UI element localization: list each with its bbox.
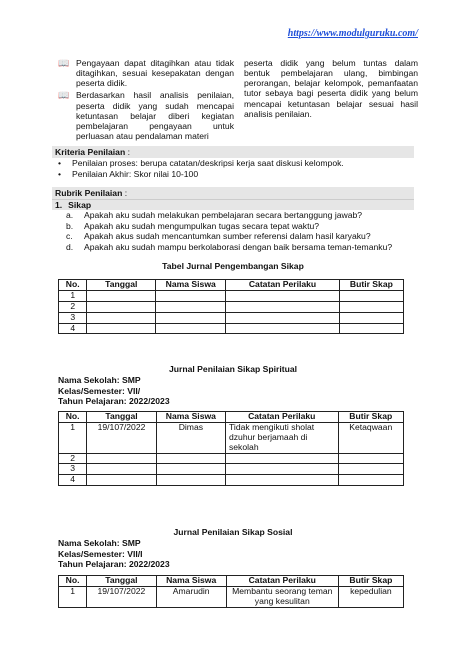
sikap-heading xyxy=(52,199,414,210)
cell: 3 xyxy=(59,464,87,475)
bullet-item xyxy=(58,58,234,88)
cell xyxy=(338,453,404,464)
rubrik-question xyxy=(52,221,414,232)
question-text: Apakah aku sudah mampu berkolaborasi dengan baik bersama teman-temanku? xyxy=(84,242,393,253)
right-column xyxy=(244,58,418,143)
kriteria-title: Kriteria Penilaian xyxy=(55,147,126,157)
rubrik-colon: : xyxy=(122,188,128,198)
cell: Amarudin xyxy=(156,586,226,607)
col-header: Catatan Perilaku xyxy=(226,576,338,587)
table-row xyxy=(59,422,404,453)
book-icon: 📖 xyxy=(58,58,70,68)
col-header: Butir Skap xyxy=(339,280,403,291)
question-letter: c. xyxy=(66,231,73,242)
cell xyxy=(226,301,339,312)
rubrik-question xyxy=(52,210,414,221)
cell: 4 xyxy=(59,323,87,334)
cell: 4 xyxy=(59,475,87,486)
question-text: Apakah akus sudah mencantumkan sumber referensi dalam hasil karyaku? xyxy=(84,231,371,242)
cell: 2 xyxy=(59,453,87,464)
rubrik-question xyxy=(52,231,414,242)
table-header-row xyxy=(59,280,404,291)
col-header: Tanggal xyxy=(87,412,157,423)
kriteria-item-text: Penilaian Akhir: Skor nilai 10-100 xyxy=(72,169,199,180)
kriteria-item xyxy=(52,169,414,180)
right-paragraph: peserta didik yang belum tuntas dalam bentuk pembelajaran ulang, bimbingan perorangan, belajar kelompok, pemanfaatan tutor sebaya bagi peserta didik yang belum mencapai ketuntasan belajar sesuai hasil analisis penilaian. xyxy=(244,58,418,119)
class-semester: Kelas/Semester: VII/ xyxy=(58,385,141,396)
sikap-number: 1. xyxy=(55,200,63,210)
table1-title: Tabel Jurnal Pengembangan Sikap xyxy=(162,261,304,271)
school-name: Nama Sekolah: SMP xyxy=(58,375,141,385)
col-header: Butir Skap xyxy=(338,412,404,423)
table-row xyxy=(59,586,404,607)
cell: Tidak mengikuti sholat dzuhur berjamaah di sekolah xyxy=(225,422,338,453)
cell xyxy=(225,475,338,486)
school-name: Nama Sekolah: SMP xyxy=(58,538,141,548)
bullet-dot-icon: • xyxy=(58,169,62,180)
table-header-row xyxy=(59,576,404,587)
academic-year: Tahun Pelajaran: 2022/2023 xyxy=(58,559,170,570)
cell: 3 xyxy=(59,312,87,323)
col-header: No. xyxy=(59,412,87,423)
cell: 19/107/2022 xyxy=(87,586,156,607)
cell xyxy=(156,323,226,334)
cell xyxy=(339,323,403,334)
cell xyxy=(226,290,339,301)
cell xyxy=(87,464,157,475)
col-header: Butir Skap xyxy=(338,576,403,587)
question-letter: d. xyxy=(66,242,74,253)
cell xyxy=(156,290,226,301)
col-header: No. xyxy=(59,280,87,291)
table2 xyxy=(58,411,404,486)
kriteria-item-text: Penilaian proses: berupa catatan/deskripsi kerja saat diskusi kelompok. xyxy=(72,158,344,168)
table-row xyxy=(59,312,404,323)
cell xyxy=(339,312,403,323)
table3 xyxy=(58,575,404,608)
header-url-link[interactable]: https://www.modulguruku.com/ xyxy=(287,28,418,39)
cell: 1 xyxy=(59,422,87,453)
cell xyxy=(87,453,157,464)
col-header: Nama Siswa xyxy=(156,576,226,587)
remedial-enrichment-columns xyxy=(58,58,418,143)
cell xyxy=(87,323,156,334)
table3-title: Jurnal Penilaian Sikap Sosial xyxy=(173,527,293,537)
cell xyxy=(156,475,225,486)
rubrik-section xyxy=(52,187,414,253)
academic-year: Tahun Pelajaran: 2022/2023 xyxy=(58,396,170,407)
table3-meta xyxy=(58,538,170,570)
col-header: Catatan Perilaku xyxy=(226,280,339,291)
table-row xyxy=(59,464,404,475)
bullet-text: Berdasarkan hasil analisis penilaian, peserta didik yang sudah mencapai ketuntasan belajar diberi kegiatan pembelajaran pengayaan untuk perluasan atau pendalaman materi xyxy=(76,90,234,141)
rubrik-question xyxy=(52,242,414,253)
table-row xyxy=(59,301,404,312)
left-column xyxy=(58,58,234,143)
book-icon: 📖 xyxy=(58,90,70,101)
kriteria-item xyxy=(52,158,414,169)
cell xyxy=(87,301,156,312)
cell: Dimas xyxy=(156,422,225,453)
cell xyxy=(87,475,157,486)
rubrik-title: Rubrik Penilaian xyxy=(55,188,123,198)
question-text: Apakah aku sudah mengumpulkan tugas secara tepat waktu? xyxy=(84,220,320,231)
col-header: Nama Siswa xyxy=(156,412,225,423)
col-header: No. xyxy=(59,576,87,587)
cell xyxy=(226,323,339,334)
cell: Membantu seorang teman yang kesulitan xyxy=(226,586,338,607)
cell: 2 xyxy=(59,301,87,312)
table2-title: Jurnal Penilaian Sikap Spiritual xyxy=(169,364,297,374)
bullet-dot-icon: • xyxy=(58,158,62,168)
table-row xyxy=(59,323,404,334)
question-text: Apakah aku sudah melakukan pembelajaran secara bertanggung jawab? xyxy=(84,210,363,220)
cell xyxy=(339,301,403,312)
col-header: Nama Siswa xyxy=(156,280,226,291)
cell: kepedulian xyxy=(338,586,403,607)
kriteria-colon: : xyxy=(125,147,130,157)
cell xyxy=(156,453,225,464)
cell xyxy=(225,464,338,475)
class-semester: Kelas/Semester: VII/I xyxy=(58,548,143,559)
cell: Ketaqwaan xyxy=(338,422,404,453)
cell: 1 xyxy=(59,586,87,607)
cell xyxy=(156,301,226,312)
table2-meta xyxy=(58,375,170,407)
question-letter: a. xyxy=(66,210,74,220)
cell xyxy=(87,312,156,323)
cell xyxy=(338,464,404,475)
cell xyxy=(156,464,225,475)
cell: 1 xyxy=(59,290,87,301)
bullet-item xyxy=(58,90,234,141)
cell xyxy=(156,312,226,323)
table-row xyxy=(59,475,404,486)
cell xyxy=(225,453,338,464)
cell: 19/107/2022 xyxy=(87,422,157,453)
kriteria-heading xyxy=(52,146,414,158)
bullet-text: Pengayaan dapat ditagihkan atau tidak ditagihkan, sesuai kesepakatan dengan peserta didik. xyxy=(76,58,234,89)
table-row xyxy=(59,453,404,464)
col-header: Tanggal xyxy=(87,576,156,587)
sikap-label: Sikap xyxy=(68,200,92,210)
cell xyxy=(226,312,339,323)
question-letter: b. xyxy=(66,220,74,231)
table-header-row xyxy=(59,412,404,423)
cell xyxy=(87,290,156,301)
table-row xyxy=(59,290,404,301)
table1 xyxy=(58,279,404,334)
cell xyxy=(338,475,404,486)
col-header: Tanggal xyxy=(87,280,156,291)
col-header: Catatan Perilaku xyxy=(225,412,338,423)
cell xyxy=(339,290,403,301)
kriteria-section xyxy=(52,146,414,180)
rubrik-heading xyxy=(52,187,414,199)
